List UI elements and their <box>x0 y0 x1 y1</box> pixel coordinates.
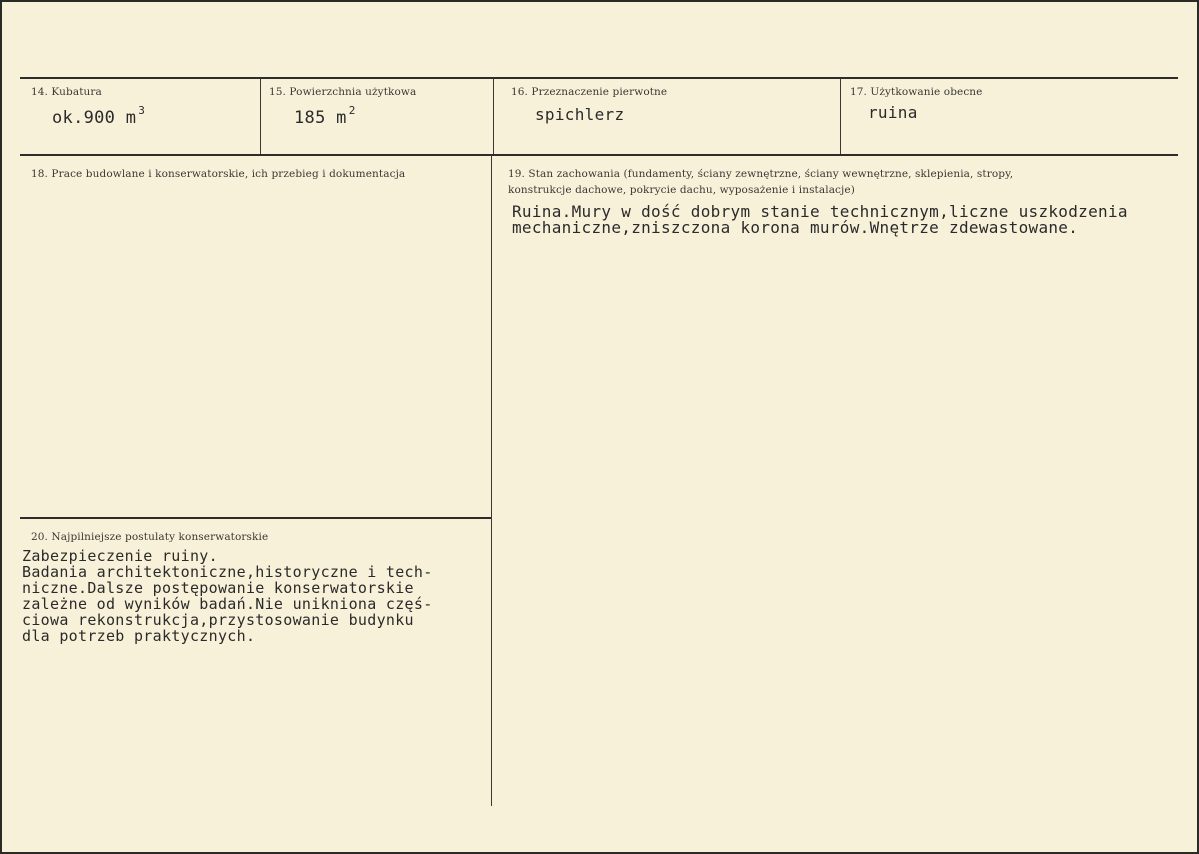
field-20-line: dla potrzeb praktycznych. <box>22 627 256 645</box>
field-18-label: 18. Prace budowlane i konserwatorskie, ich przebieg i dokumentacja <box>31 168 406 180</box>
field-15-label: 15. Powierzchnia użytkowa <box>269 86 417 98</box>
field-14-value <box>52 104 146 128</box>
divider-main <box>491 155 492 806</box>
field-15-value <box>294 104 356 128</box>
field-14-text: ok.900 m <box>52 108 137 128</box>
field-20-line: Badania architektoniczne,historyczne i tech- <box>22 563 433 581</box>
section-20-rule <box>20 517 492 519</box>
field-14-exponent: 3 <box>138 104 146 117</box>
field-15-exponent: 2 <box>348 104 356 117</box>
field-19-line: Ruina.Mury w dość dobrym stanie technicznym,liczne uszkodzenia <box>512 202 1128 221</box>
field-20-line: Zabezpieczenie ruiny. <box>22 547 218 565</box>
field-20-line: zależne od wyników badań.Nie unikniona częś- <box>22 595 433 613</box>
field-19-label-line1: 19. Stan zachowania (fundamenty, ściany zewnętrzne, ściany wewnętrzne, sklepienia, stropy, <box>508 168 1014 180</box>
field-20-line: niczne.Dalsze postępowanie konserwatorskie <box>22 579 414 597</box>
middle-rule <box>20 154 1178 156</box>
field-14-label: 14. Kubatura <box>31 86 102 98</box>
top-rule <box>20 77 1178 79</box>
divider-16-17 <box>840 78 841 154</box>
field-19-line: mechaniczne,zniszczona korona murów.Wnętrze zdewastowane. <box>512 218 1079 237</box>
field-16-value: spichlerz <box>535 105 625 124</box>
field-20-label: 20. Najpilniejsze postulaty konserwatorskie <box>31 531 269 543</box>
divider-14-15 <box>260 78 261 154</box>
field-19-label-line2: konstrukcje dachowe, pokrycie dachu, wyposażenie i instalacje) <box>508 184 855 196</box>
divider-15-16 <box>493 78 494 154</box>
field-17-label: 17. Użytkowanie obecne <box>850 86 983 98</box>
field-16-label: 16. Przeznaczenie pierwotne <box>511 86 668 98</box>
field-17-value: ruina <box>868 103 918 122</box>
field-15-text: 185 m <box>294 108 347 128</box>
field-19-text <box>512 204 1128 236</box>
field-20-line: ciowa rekonstrukcja,przystosowanie budynku <box>22 611 414 629</box>
field-20-text <box>22 548 433 644</box>
